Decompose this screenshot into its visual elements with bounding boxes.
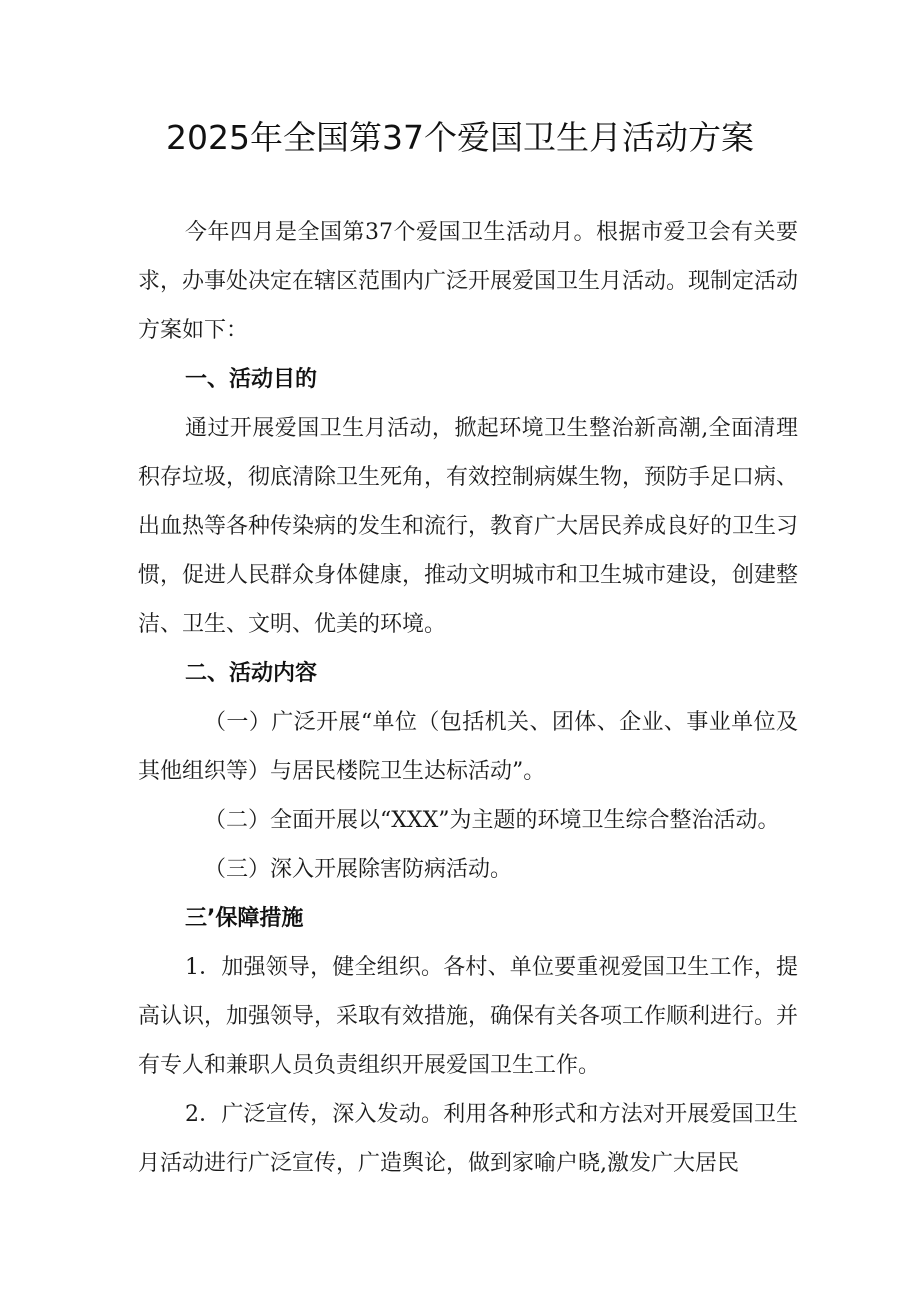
measure-item-1: 1．加强领导，健全组织。各村、单位要重视爱国卫生工作，提高认识，加强领导，采取有效措施，确保有关各项工作顺利进行。并有专人和兼职人员负责组织开展爱国卫生工作。 — [138, 955, 799, 1078]
content-item-3: （三）深入开展除害防病活动。 — [204, 857, 513, 882]
purpose-paragraph: 通过开展爱国卫生月活动，掀起环境卫生整治新高潮,全面清理积存垃圾，彻底清除卫生死角，有效控制病媒生物，预防手足口病、出血热等各种传染病的发生和流行，教育广大居民养成良好的卫生习惯，促进人民群众身体健康，推动文明城市和卫生城市建设，创建整洁、卫生、文明、优美的环境。 — [138, 416, 799, 637]
document-title: 2025年全国第37个爱国卫生月活动方案 — [166, 118, 754, 157]
measure-item-2: 2．广泛宣传，深入发动。利用各种形式和方法对开展爱国卫生月活动进行广泛宣传，广造舆论，做到家喻户晓,激发广大居民 — [138, 1102, 798, 1176]
intro-paragraph: 今年四月是全国第37个爱国卫生活动月。根据市爱卫会有关要求，办事处决定在辖区范围内广泛开展爱国卫生月活动。现制定活动方案如下： — [138, 220, 799, 343]
content-item-1: （一）广泛开展“单位（包括机关、团体、企业、事业单位及其他组织等）与居民楼院卫生达标活动”。 — [138, 710, 798, 784]
section-heading-content: 二、活动内容 — [185, 661, 318, 686]
section-heading-purpose: 一、活动目的 — [185, 367, 318, 392]
section-heading-measures: 三’保障措施 — [185, 906, 304, 931]
content-item-2: （二）全面开展以“XXX”为主题的环境卫生综合整治活动。 — [204, 808, 780, 833]
document-body — [138, 208, 798, 1188]
